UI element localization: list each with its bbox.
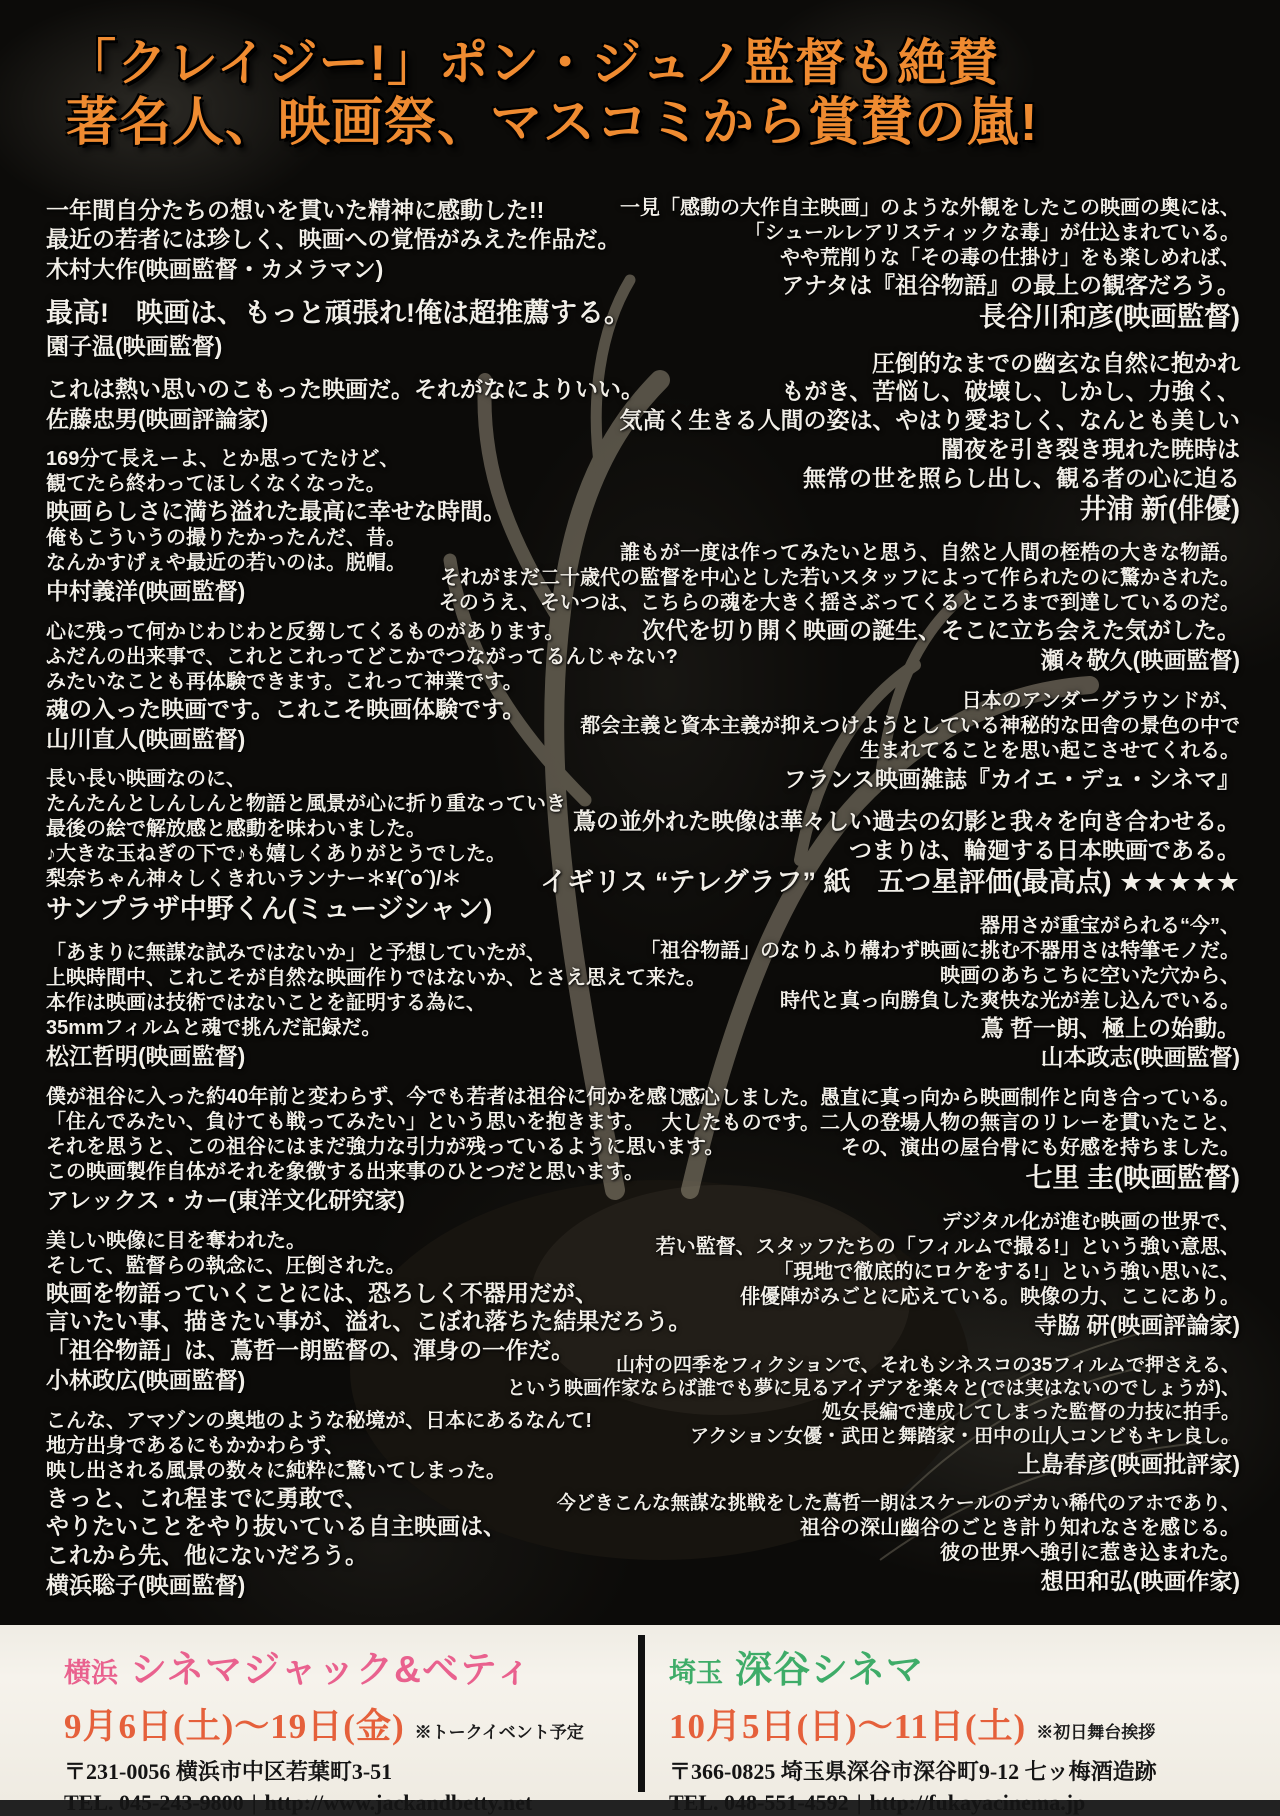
footer-divider [638,1635,645,1792]
quote-attribution: 上島春彦(映画批評家) [1017,1450,1240,1477]
screening-info-footer [0,1625,1280,1815]
quote-line: 僕が祖谷に入った約40年前と変わらず、今でも若者は祖谷に何かを感じて [46,1085,707,1108]
quote-block [416,196,1240,335]
quote-line: 日本のアンダーグラウンドが、 [961,689,1240,712]
quote-block [416,541,1240,675]
quote-line: 一年間自分たちの想いを貫いた精神に感動した!! [46,197,545,223]
quote-line: 祖谷の深山幽谷のごとき計り知れなさを感じる。 [800,1517,1240,1539]
quote-line: これは熱い思いのこもった映画だ。それがなによりいい。 [46,375,644,402]
quote-line: 彼の世界へ強引に惹き込まれた。 [940,1542,1240,1564]
venue-contact [64,1790,638,1816]
quote-attribution: 松江哲明(映画監督) [46,1043,246,1069]
quote-attribution: サンプラザ中野くん(ミュージシャン) [46,894,493,925]
quote-line: 俺もこういうの撮りたかったんだ、昔。 [46,527,406,549]
quote-line: 観てたら終わってほしくなくなった。 [46,473,386,496]
quote-block [416,1210,1240,1340]
quote-line: 映画のあちこちに空いた穴から、 [940,964,1240,987]
quote-line: デジタル化が進む映画の世界で、 [941,1210,1240,1233]
screening-note: ※初日舞台挨拶 [1036,1723,1156,1742]
quote-line: たんたんとしんしんと物語と風景が心に折り重なっていき [46,793,566,816]
quote-line: 本作は映画は技術ではないことを証明する為に、 [46,992,486,1014]
quote-line: 今どきこんな無謀な挑戦をした蔦哲一朗はスケールのデカい稀代のアホであり、 [556,1493,1240,1515]
separator-bar: | [251,1790,257,1815]
quote-line: ふだんの出来事で、これとこれってどこかでつながってるんじゃない? [46,645,678,668]
quote-line: アナタは『祖谷物語』の最上の観客だろう。 [781,272,1240,298]
quote-line: 35mmフィルムと魂で挑んだ記録だ。 [46,1017,382,1039]
quote-line: 「シュールレアリスティックな毒」が仕込まれている。 [744,222,1240,244]
quote-line: 最高! 映画は、もっと頑張れ!俺は超推薦する。 [46,298,631,329]
quote-block [416,349,1240,528]
quote-attribution: 佐藤忠男(映画評論家) [46,405,269,432]
quote-attribution: イギリス “テレグラフ” 紙 五つ星評価(最高点) ★★★★★ [540,866,1240,897]
quote-line: 「住んでみたい、負けても戦ってみたい」という思いを抱きます。 [46,1110,645,1133]
screening-dates: 9月6日(土)〜19日(金) [64,1707,405,1746]
quote-line: 生まれてることを思い起こさせてくれる。 [860,739,1240,762]
quote-attribution: 園子温(映画監督) [46,333,223,359]
venue-city-label: 埼玉 [669,1658,723,1688]
venue-url: http://www.jackandbetty.net [264,1790,533,1815]
quote-attribution: 七里 圭(映画監督) [1025,1163,1240,1193]
quote-line: それがまだ二十歳代の監督を中心とした若いスタッフによって作られたのに驚かされた。 [440,567,1240,589]
quote-line: 山村の四季をフィクションで、それもシネスコの35フィルムで押さえる、 [615,1354,1240,1376]
quote-line: 「あまりに無謀な試みではないか」と予想していたが、 [46,942,546,964]
quote-line: 都会主義と資本主義が抑えつけようとしている神秘的な田舎の景色の中で [580,714,1240,737]
quote-line: みたいなことも再体験できます。これって神業です。 [46,670,523,693]
quote-line: この映画製作自体がそれを象徴する出来事のひとつだと思います。 [46,1160,644,1183]
quote-line: もがき、苦悩し、破壊し、しかし、力強く、 [781,378,1240,405]
quote-line: 俳優陣がみごとに応えている。映像の力、ここにあり。 [740,1285,1240,1308]
quote-attribution: 瀬々敬久(映画監督) [1040,646,1240,673]
venue-address: 〒231-0056 横浜市中区若葉町3-51 [64,1759,393,1784]
quote-line: 圧倒的なまでの幽玄な自然に抱かれ [872,349,1240,376]
quote-line: 闇夜を引き裂き現れた暁時は [941,435,1240,462]
quote-line: 映画を物語っていくことには、恐ろしく不器用だが、 [46,1279,598,1306]
quote-attribution: 中村義洋(映画監督) [46,578,246,604]
quote-line: 蔦の並外れた映像は華々しい過去の幻影と我々を向き合わせる。 [573,808,1240,835]
quotes-column-right [416,196,1240,1610]
quote-line: アクション女優・武田と舞踏家・田中の山人コンビもキレ良し。 [690,1425,1240,1447]
headline-line-2: 著名人、映画祭、マスコミから賞賛の嵐! [66,94,1039,152]
venue-phone: TEL. 045-243-9800 [64,1790,244,1815]
quote-block [416,807,1240,899]
quote-line: 上映時間中、これこそが自然な映画作りではないか、とさえ思えて来た。 [46,967,706,989]
quote-line: 映画らしさに満ち溢れた最高に幸せな時間。 [46,498,506,525]
quote-line: 最後の絵で解放感と感動を味わいました。 [46,818,426,841]
headline [66,34,1038,154]
venue-contact [669,1790,1273,1816]
quote-line: 次代を切り開く映画の誕生、そこに立ち会えた気がした。 [642,617,1240,643]
quote-line: なんかすげぇや最近の若いのは。脱帽。 [46,552,406,574]
venue-title-fukaya [669,1639,1273,1693]
quote-block [416,1492,1240,1596]
quote-attribution: フランス映画雑誌『カイエ・デュ・シネマ』 [783,765,1240,792]
venue-name-label: 深谷シネマ [735,1649,924,1690]
quote-block [416,689,1240,794]
venue-fukaya [645,1625,1273,1815]
quote-attribution: 寺脇 研(映画評論家) [1034,1311,1240,1338]
quote-line: 「祖谷物語」は、蔦哲一朗監督の、渾身の一作だ。 [46,1337,575,1363]
quote-line: こんな、アマゾンの奥地のような秘境が、日本にあるなんて! [46,1409,593,1432]
quote-line: 長い長い映画なのに、 [46,768,246,791]
quote-line: それを思うと、この祖谷にはまだ強力な引力が残っているように思います。 [46,1135,725,1158]
quote-attribution: 横浜聡子(映画監督) [46,1571,246,1598]
quote-line: 心に残って何かじわじわと反芻してくるものがあります。 [46,620,565,643]
screening-dates: 10月5日(日)〜11日(土) [669,1707,1027,1746]
quote-line: 「現地で徹底的にロケをする!」という強い思いに、 [773,1260,1240,1283]
quote-line: 美しい映像に目を奪われた。 [46,1229,306,1252]
quote-attribution: 木村大作(映画監督・カメラマン) [46,255,384,282]
quote-line: そのうえ、そいつは、こちらの魂を大きく揺さぶってくるところまで到達しているのだ。 [438,592,1240,614]
venue-title-yokohama [64,1639,638,1693]
quote-line: 大したものです。二人の登場人物の無言のリレーを貫いたこと、 [661,1112,1240,1134]
quote-line: 言いたい事、描きたい事が、溢れ、こぼれ落ちた結果だろう。 [46,1308,692,1335]
quote-line: 169分て長えーよ、とか思ってたけど、 [46,448,400,471]
quote-line: 処女長編で達成してしまった監督の力技に拍手。 [821,1402,1240,1423]
quote-attribution: 想田和弘(映画作家) [1040,1568,1240,1594]
quote-line: 梨奈ちゃん神々しくきれいランナー＊¥(ˆoˆ)/＊ [46,868,462,891]
quote-line: 時代と真っ向勝負した爽快な光が差し込んでいる。 [780,989,1240,1012]
venue-address: 〒366-0825 埼玉県深谷市深谷町9-12 七ッ梅酒造跡 [669,1759,1157,1784]
venue-yokohama [0,1625,638,1815]
quote-line: きっと、これ程までに勇敢で、 [46,1484,368,1511]
separator-bar: | [856,1790,862,1815]
quote-line: という映画作家ならば誰でも夢に見るアイデアを楽々と(では実はないのでしょうが)、 [507,1378,1240,1400]
venue-date-row [669,1699,1273,1749]
quote-line: 若い監督、スタッフたちの「フィルムで撮る!」という強い意思、 [655,1235,1240,1258]
quote-attribution: 山本政志(映画監督) [1040,1044,1240,1071]
quote-line: やや荒削りな「その毒の仕掛け」をも楽しめれば、 [780,247,1240,269]
quote-attribution: 長谷川和彦(映画監督) [979,301,1240,332]
headline-line-1: 「クレイジー!」ポン・ジュノ監督も絶賛 [66,35,1000,91]
quote-line: 感心しました。愚直に真っ向から映画制作と向き合っている。 [680,1087,1240,1109]
quote-line: 最近の若者には珍しく、映画への覚悟がみえた作品だ。 [46,225,621,252]
venue-city-label: 横浜 [64,1658,118,1688]
quote-line: やりたいことをやり抜いている自主映画は、 [46,1513,506,1540]
quote-block [416,1354,1240,1479]
quote-block [416,1086,1240,1196]
quote-line: その、演出の屋台骨にも好感を持ちました。 [840,1137,1240,1159]
quote-attribution: 山川直人(映画監督) [46,725,246,752]
venue-phone: TEL. 048-551-4592 [669,1790,849,1815]
quote-line: 「祖谷物語」のなりふり構わず映画に挑む不器用さは特筆モノだ。 [640,939,1240,962]
screening-note: ※トークイベント予定 [414,1723,584,1742]
quote-attribution: アレックス・カー(東洋文化研究家) [46,1186,405,1213]
quote-line: 気高く生きる人間の姿は、やはり愛おしく、なんとも美しい [619,407,1240,433]
quote-line: つまりは、輪廻する日本映画である。 [849,837,1240,863]
quote-line: 魂の入った映画です。これこそ映画体験です。 [46,695,526,722]
quote-attribution: 井浦 新(俳優) [1079,494,1240,525]
quote-line: そして、監督らの執念に、圧倒された。 [46,1254,406,1277]
quote-attribution: 小林政広(映画監督) [46,1366,246,1393]
quote-line: 蔦 哲一朗、極上の始動。 [980,1014,1240,1041]
venue-name-label: シネマジャック&ベティ [130,1649,533,1690]
quote-line: ♪大きな玉ねぎの下で♪も嬉しくありがとうでした。 [46,843,506,866]
quote-line: 地方出身であるにもかかわらず、 [46,1434,345,1457]
venue-url: http://fukayacinema.jp [869,1790,1086,1815]
quote-line: 一見「感動の大作自主映画」のような外観をしたこの映画の奥には、 [620,197,1240,219]
quote-line: 無常の世を照らし出し、観る者の心に迫る [803,464,1240,491]
quote-line: 誰もが一度は作ってみたいと思う、自然と人間の桎梏の大きな物語。 [620,542,1240,564]
quote-line: これから先、他にないだろう。 [46,1542,368,1568]
quote-line: 器用さが重宝がられる“今”、 [980,914,1240,937]
venue-date-row [64,1699,638,1749]
quote-line: 映し出される風景の数々に純粋に驚いてしまった。 [46,1459,506,1482]
quote-block [416,914,1240,1073]
